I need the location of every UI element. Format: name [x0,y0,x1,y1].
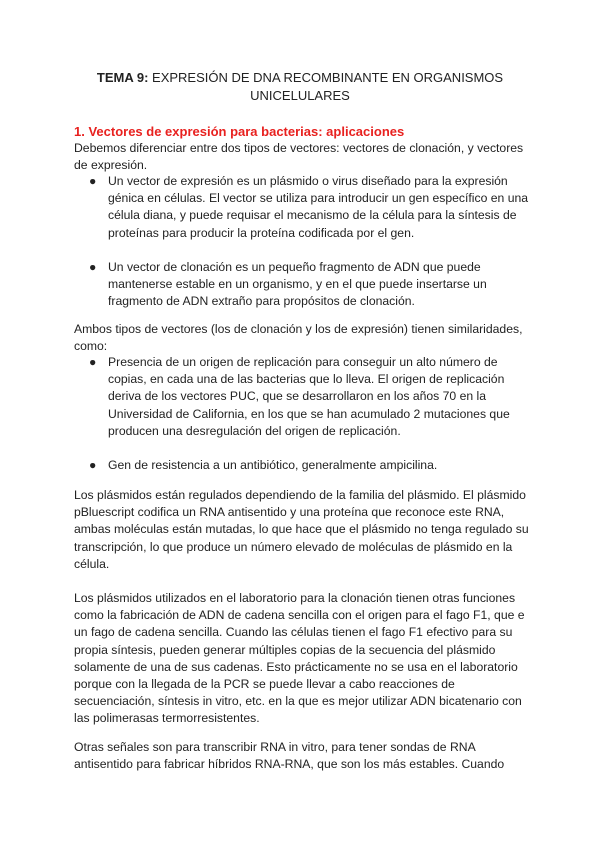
plasmid-functions-paragraph [74,590,534,728]
bullet-icon: ● [89,259,97,274]
bullet-icon: ● [89,174,97,188]
rna-transcription-paragraph [74,739,534,773]
title-text: EXPRESIÓN DE DNA RECOMBINANTE EN ORGANISMOS UNICELULARES [148,70,504,103]
similarities-text: Ambos tipos de vectores (los de clonación y los de expresión) tienen similaridades, como: [74,322,523,354]
bullet-icon: ● [89,458,97,473]
similarities-list [74,354,534,474]
plasmid-regulation-paragraph [74,487,534,573]
page-title [60,69,540,105]
section-heading: 1. Vectores de expresión para bacterias: aplicaciones [74,124,405,139]
list-item [74,259,534,311]
list-item [74,354,534,440]
title-prefix: TEMA 9: [96,70,149,85]
intro-paragraph [74,140,534,174]
paragraph-text: Los plásmidos están regulados dependiendo de la familia del plásmido. El plásmido pBluescript codifica un RNA antisentido y una proteína que reconoce este RNA, ambas moléculas están mutadas, lo que hace que el plásmido no tenga regulado su transcripción, lo que produce un número elevado de moléculas de plásmido en la célula. [74,488,529,571]
similarities-paragraph [74,321,534,355]
list-item [74,457,534,474]
bullet-icon: ● [89,355,97,369]
list-item [74,173,534,242]
paragraph-text: Otras señales son para transcribir RNA in vitro, para tener sondas de RNA antisentido para fabricar híbridos RNA-RNA, que son los más estables. Cuando [74,740,505,772]
list-item-text: Un vector de clonación es un pequeño fragmento de ADN que puede mantenerse estable en un organismo, y en el que puede insertarse un fragmento de ADN extraño para propósitos de clonación. [108,259,487,309]
intro-text: Debemos diferenciar entre dos tipos de vectores: vectores de clonación, y vectores de expresión. [74,141,524,173]
list-item-text: Gen de resistencia a un antibiótico, generalmente ampicilina. [108,458,438,473]
paragraph-text: Los plásmidos utilizados en el laboratorio para la clonación tienen otras funciones como la fabricación de ADN de cadena sencilla con el origen para el fago F1, que e un fago de cadena sencilla. Cuando las células tienen el fago F1 efectivo para su propia síntesis, pueden generar múltiples copias de la secuencia del plásmido solamente de una de sus cadenas. Esto prácticamente no se usa en el laboratorio porque con la llegada de la PCR se puede llevar a cabo reacciones de secuenciación, síntesis in vitro, etc. en la que es mejor utilizar ADN bicatenario con las polimerasas termorresistentes. [74,591,525,726]
vector-types-list [74,173,534,310]
list-item-text: Un vector de expresión es un plásmido o virus diseñado para la expresión génica en células. El vector se utiliza para introducir un gen específico en una célula diana, y puede requisar el mecanismo de la célula para la síntesis de proteínas para producir la proteína codificada por el gen. [108,174,529,240]
list-item-text: Presencia de un origen de replicación para conseguir un alto número de copias, en cada una de las bacterias que lo lleva. El origen de replicación deriva de los vectores PUC, que se desarrollaron en los años 70 en la Universidad de California, en los que se han acumulado 2 mutaciones que producen una desregulación del origen de replicación. [108,355,510,438]
